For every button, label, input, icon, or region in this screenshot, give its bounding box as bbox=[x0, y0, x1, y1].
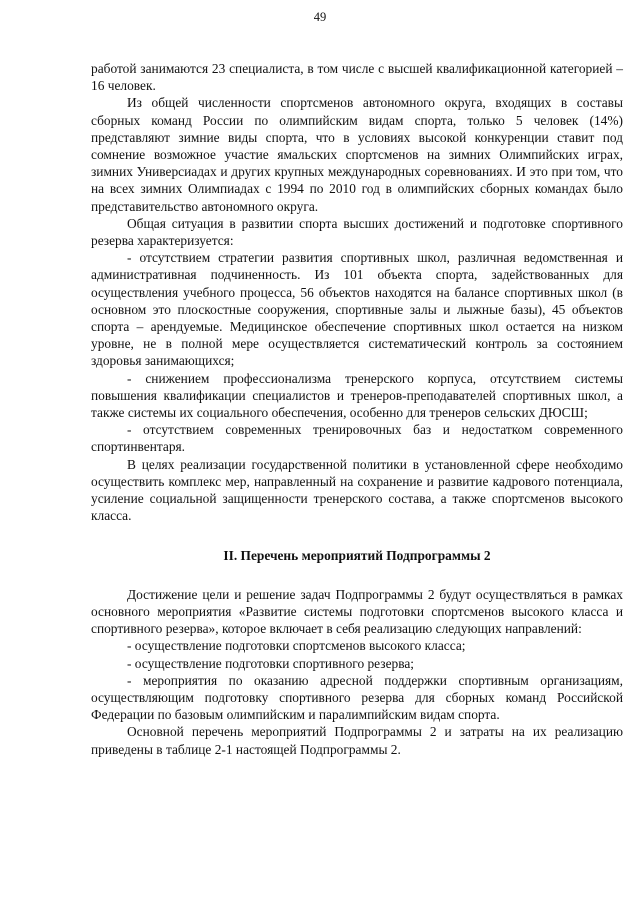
paragraph-section-intro: Достижение цели и решение задач Подпрограммы 2 будут осуществляться в рамках основного мероприятия «Развитие системы подготовки спортсменов высокого класса и спортивного резерва», которое включает в себя реализацию следующих направлений: bbox=[91, 586, 623, 637]
list-item-training-bases: - отсутствием современных тренировочных баз и недостатком современного спортинвентаря. bbox=[91, 422, 623, 455]
list-item-direction-high-class: - осуществление подготовки спортсменов высокого класса; bbox=[127, 638, 466, 654]
list-item-direction-support: - мероприятия по оказанию адресной поддержки спортивным организациям, осуществляющим подготовку спортивного резерва для сборных команд Российской Федерации по базовым олимпийским и паралимпийским видам спорта. bbox=[91, 672, 623, 723]
paragraph-specialists: работой занимаются 23 специалиста, в том числе с высшей квалификационной категорией – 16 человек. bbox=[91, 61, 623, 94]
paragraph-closing: Основной перечень мероприятий Подпрограммы 2 и затраты на их реализацию приведены в таблице 2-1 настоящей Подпрограммы 2. bbox=[91, 724, 623, 757]
list-item-coaching-staff: - снижением профессионализма тренерского корпуса, отсутствием системы повышения квалификации специалистов и тренеров-преподавателей спортивных школ, а также системы их социального обеспечения, особенно для тренеров сельских ДЮСШ; bbox=[91, 370, 623, 421]
paragraph-general-situation: Общая ситуация в развитии спорта высших достижений и подготовке спортивного резерва характеризуется: bbox=[91, 215, 623, 249]
list-item-direction-reserve: - осуществление подготовки спортивного резерва; bbox=[127, 655, 415, 671]
paragraph-athletes-statistics: Из общей численности спортсменов автономного округа, входящих в составы сборных команд России по олимпийским видам спорта, только 5 человек (14%) представляют зимние виды спорта, что в условиях высокой конкуренции ставит под сомнение возможное участие ямальских спортсменов на зимних Олимпийских играх, зимних Универсиадах и других крупных международных соревнованиях. И это при том, что на всех зимних Олимпиадах с 1994 по 2010 год в олимпийских сборных командах было представительство автономного округа. bbox=[91, 95, 623, 214]
list-item-sports-schools: - отсутствием стратегии развития спортивных школ, различная ведомственная и административная подчиненность. Из 101 объекта спорта, задействованных для осуществления учебного процесса, 56 объектов находятся на балансе спортивных школ (в основном это плоскостные сооружения, спортивные залы и лыжные базы), 45 объектов спорта – арендуемые. Медицинское обеспечение спортивных школ остается на низком уровне, не в полной мере осуществляется систематический контроль за состоянием здоровья занимающихся; bbox=[91, 250, 623, 369]
page-number: 49 bbox=[313, 10, 327, 24]
paragraph-conclusion: В целях реализации государственной политики в установленной сфере необходимо осуществить комплекс мер, направленный на сохранение и развитие кадрового потенциала, усиление социальной защищенности тренерского состава, а также спортсменов высокого класса. bbox=[91, 456, 623, 524]
page-body bbox=[91, 60, 623, 758]
section-heading: II. Перечень мероприятий Подпрограммы 2 bbox=[223, 548, 491, 564]
